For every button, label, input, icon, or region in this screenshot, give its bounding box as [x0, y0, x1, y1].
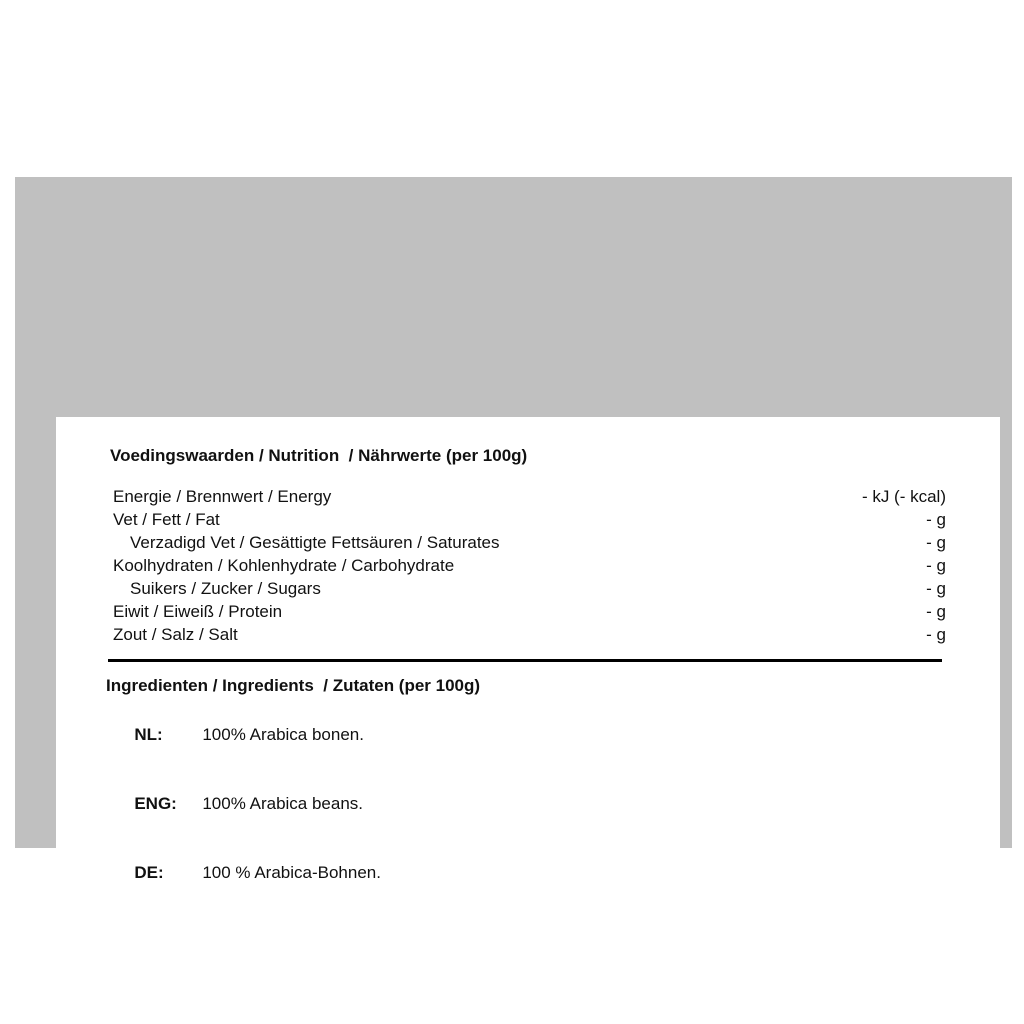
nutrient-value: - g: [926, 510, 946, 529]
nutrition-row-salt: [113, 623, 946, 646]
nutrient-name: Eiwit / Eiweiß / Protein: [113, 602, 283, 621]
ingredient-row-de: [106, 843, 381, 903]
ingredient-language: DE:: [134, 863, 164, 882]
ingredient-text: 100% Arabica beans.: [202, 794, 364, 813]
nutrient-name: Koolhydraten / Kohlenhydrate / Carbohydrate: [113, 556, 455, 575]
ingredient-text: 100 % Arabica-Bohnen.: [202, 863, 381, 882]
nutrition-row-protein: [113, 600, 946, 623]
ingredient-language: ENG:: [134, 794, 177, 813]
ingredient-language: NL:: [134, 725, 163, 744]
nutrition-row-energy: [113, 485, 946, 508]
nutrient-value: - g: [926, 602, 946, 621]
nutrient-name: Vet / Fett / Fat: [113, 510, 220, 529]
nutrient-value: - g: [926, 556, 946, 575]
nutrient-name: Suikers / Zucker / Sugars: [130, 579, 321, 598]
ingredient-text: 100% Arabica bonen.: [202, 725, 364, 744]
nutrient-value: - g: [926, 533, 946, 552]
section-divider: [108, 659, 942, 662]
nutrition-title: Voedingswaarden / Nutrition / Nährwerte (per 100g): [110, 446, 528, 465]
nutrient-value: - kJ (- kcal): [861, 487, 946, 506]
nutrient-name: Verzadigd Vet / Gesättigte Fettsäuren / Saturates: [130, 533, 500, 552]
nutrition-row-saturates: [113, 531, 946, 554]
ingredient-row-eng: [106, 774, 363, 834]
nutrient-value: - g: [926, 579, 946, 598]
nutrition-row-fat: [113, 508, 946, 531]
nutrition-row-carbohydrate: [113, 554, 946, 577]
label-frame: [15, 177, 1012, 882]
nutrition-row-sugars: [113, 577, 946, 600]
nutrient-name: Energie / Brennwert / Energy: [113, 487, 332, 506]
nutrition-table: [113, 485, 946, 646]
nutrient-value: - g: [926, 625, 946, 644]
ingredients-title: Ingredienten / Ingredients / Zutaten (per 100g): [106, 676, 481, 695]
nutrient-name: Zout / Salz / Salt: [113, 625, 238, 644]
ingredient-row-nl: [106, 705, 364, 765]
nutrition-label-card: [56, 417, 1000, 962]
